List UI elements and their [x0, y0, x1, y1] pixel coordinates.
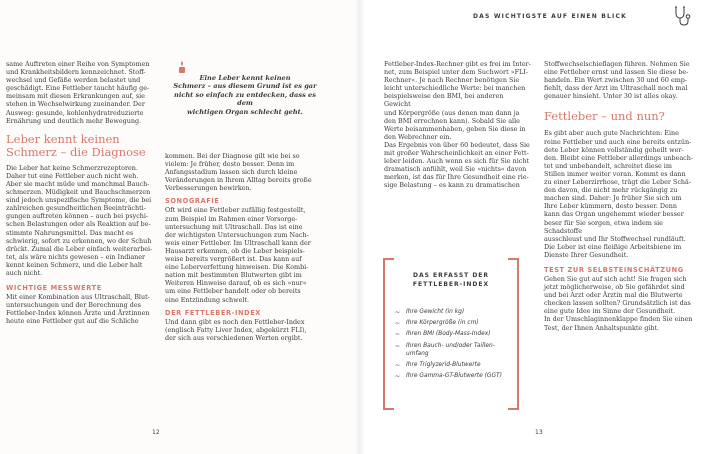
- self-test-body: Gehen Sie gut auf sich acht! Sie fragen sich jetzt möglicherweise, ob Sie gefährdet sind und bei Arzt oder Ärztin mal die Blutwerte checken lassen sollten? Grundsätzlich ist das eine gute Idee im Sinne der Gesundheit. In der Umschlaginnenklappe finden Sie einen Test, der Ihnen Anhaltspunkte gibt.: [544, 274, 693, 332]
- box-bracket-right-top: [508, 258, 519, 260]
- self-test-subheading: TEST ZUR SELBSTEINSCHÄTZUNG: [544, 265, 684, 274]
- what-now-body: Es gibt aber auch gute Nachrichten: Eine reine Fettleber und auch eine bereits entzün- dete Leber können vollständig geheilt wer- den. Bleibt eine Fettleber allerdings unbeach- tet und unbehandelt, schreitet diese im Stillen immer weiter voran. Kommt es dann zu einer Leberzirrhose, trägt die Leber Schä- den davon, die nicht mehr rückgängig zu machen sind. Daher: Je früher Sie sich um Ihre Leber kümmern, desto besser. Denn kann das Organ ungehemmt wieder besser beser für Sie sorgen, etwa indem sie Schadstoffe ausschleust und Ihr Stoffwechsel rundläuft. Die Leber ist eine fleißige Arbeitsbiene im Dienste Ihrer Gesundheit.: [544, 129, 694, 259]
- tilde-bullet-icon: ~: [395, 309, 401, 316]
- right-column-1: [384, 60, 532, 190]
- left-col2-body: kommen. Bei der Diagnose gilt wie bei so vielem: Je früher, desto besser. Denn im Anfangsstadium lassen sich durch kleine Veränderungen in Ihrem Alltag bereits große Verbesserungen bewirken.: [165, 152, 312, 193]
- left-column-2: [165, 152, 323, 342]
- sonography-subheading: SONOGRAFIE: [165, 197, 220, 206]
- fli-info-box: [383, 258, 519, 410]
- page-number-right: 13: [535, 429, 543, 436]
- running-head: DAS WICHTIGSTE AUF EINEN BLICK: [473, 13, 627, 20]
- right-col2-intro: Stoffwechselschieflagen führen. Nehmen Sie eine Fettleber ernst und lassen Sie diese be- handeln. Ein Wert zwischen 30 und 60 emp- fiehlt, dass der Arzt im Ultraschall noch mal genauer hinsieht. Unter 30 ist alles okay.: [544, 60, 690, 101]
- box-list-item: [395, 331, 517, 339]
- box-list-item: [395, 362, 517, 370]
- fli-subheading: DER FETTLEBER-INDEX: [165, 308, 261, 317]
- right-column-2: [544, 60, 694, 332]
- box-bracket-left-top: [383, 258, 394, 260]
- box-bracket-left-bottom: [383, 408, 394, 410]
- box-list-item: [395, 320, 517, 328]
- page-number-left: 12: [152, 429, 160, 436]
- box-list-item-text: Ihre Triglyzerid-Blutwerte: [406, 361, 481, 368]
- box-list-item-text: Ihre Gamma-GT-Blutwerte (GGT): [406, 372, 502, 379]
- fli-body: Und dann gibt es noch den Fettleber-Index (englisch Fatty Liver Index, abgekürzt FLI), der sich aus verschiedenen Werten ergibt.: [165, 317, 307, 342]
- tilde-bullet-icon: ~: [395, 331, 401, 339]
- diagnosis-body: Die Leber hat keine Schmerzrezeptoren. Daher tut eine Fettleber auch nicht weh. Aber sie macht müde und manchmal Bauch- schmerzen. Müdigkeit und Bauchschmerzen sind jedoch unspezifische Symptome, die bei zahlreichen gesundheitlichen Beeinträchti- gungen auftreten können – auch bei psychi- schen Belastungen oder als Reaktion auf be- stimmte Nahrungsmittel. Das macht es schwierig, sofort zu erkennen, wo der Schuh drückt. Zumal die Leber einfach weiterarbei- tet, als wäre nichts gewesen – ein Indianer kennt keinen Schmerz, und die Leber halt auch nicht.: [6, 163, 153, 277]
- diagnosis-heading: Leber kennt keinen Schmerz – die Diagnose: [6, 131, 146, 159]
- what-now-heading: Fettleber – und nun?: [544, 109, 665, 124]
- tilde-bullet-icon: ~: [395, 342, 401, 350]
- box-list-item: [395, 309, 517, 317]
- left-col1-intro: same Auftreten einer Reihe von Symptomen und Krankheitsbildern kennzeichnet. Stoff- wechsel und Gefäße werden belastet und geschädigt. Eine Fettleber taucht häufig ge- meinsam mit diesen Erkrankungen auf, sie stehen in Wechselwirkung zueinander. Der Ausweg: gesunde, kohlenhydratreduzierte Ernährung und deutlich mehr Bewegung.: [6, 60, 150, 125]
- box-title: DAS ERFASST DER FETTLEBER-INDEX: [412, 272, 490, 288]
- tilde-bullet-icon: ~: [395, 361, 401, 369]
- tilde-bullet-icon: ~: [395, 320, 401, 328]
- left-column-1: [6, 60, 154, 325]
- right-col1-body: Fettleber-Index-Rechner gibt es frei im Inter- net, zum Beispiel unter dem Suchwort »FLI- Rechner«. Je nach Rechner benötigen Sie leicht unterschiedliche Werte: bei manchen beispielsweise den BMI, bei anderen Gewicht und Körpergröße (aus denen man dann ja den BMI errechnen kann). Sobald Sie alle Werte beisammenhaben, geben Sie diese in den Webrechner ein. Das Ergebnis von über 60 bedeutet, dass Sie mit großer Wahrscheinlichkeit an einer Fett- leber leiden. Auch wenn es sich für Sie nicht dramatisch anfühlt, weil Sie »nichts« davon merken, ist das für Ihre Gesundheit eine rie- sige Belastung – es kann zu dramatischen: [384, 60, 531, 190]
- stethoscope-icon: [672, 5, 692, 27]
- box-list-item-text: Ihre Körpergröße (in cm): [406, 320, 479, 327]
- box-list-item: [395, 343, 517, 359]
- measurements-body: Mit einer Kombination aus Ultraschall, Blut- untersuchungen und der Berechnung des Fettleber-Index können Ärzte und Ärztinnen heute eine Fettleber gut auf die Schliche: [6, 293, 150, 326]
- tilde-bullet-icon: ~: [395, 372, 401, 380]
- sonography-body: Oft wird eine Fettleber zufällig festgestellt, zum Beispiel im Rahmen einer Vorsorge- untersuchung mit Ultraschall. Das ist eine der wichtigsten Untersuchungen zum Nach- weis einer Fettleber. Im Ultraschall kann der Hausarzt erkennen, ob die Leber beispiels- weise bereits vergrößert ist. Das kann auf eine Leberverfettung hinweisen. Die Kombi- nation mit bestimmten Blutwerten gibt im Weiteren Hinweise darauf, ob es sich »nur« um eine Fettleber handelt oder ob bereits eine Entzündung schwelt.: [165, 206, 311, 304]
- box-list-item-text: Ihren Bauch- und/oder Taillen- umfang: [406, 342, 495, 357]
- measurements-subheading: WICHTIGE MESSWERTE: [6, 284, 102, 293]
- book-gutter: [355, 0, 365, 454]
- candle-icon: [176, 60, 188, 74]
- box-bracket-right-bottom: [508, 408, 519, 410]
- box-list-item: [395, 373, 517, 381]
- box-list-item-text: Ihre Gewicht (in kg): [406, 309, 465, 315]
- box-list-item-text: Ihren BMI (Body-Mass-Index): [406, 331, 491, 338]
- pull-quote: Eine Leber kennt keinen Schmerz – aus diesem Grund ist es gar nicht so einfach zu entdecken, dass es dem wichtigen Organ schlecht geht.: [173, 74, 317, 116]
- box-list: [395, 309, 517, 384]
